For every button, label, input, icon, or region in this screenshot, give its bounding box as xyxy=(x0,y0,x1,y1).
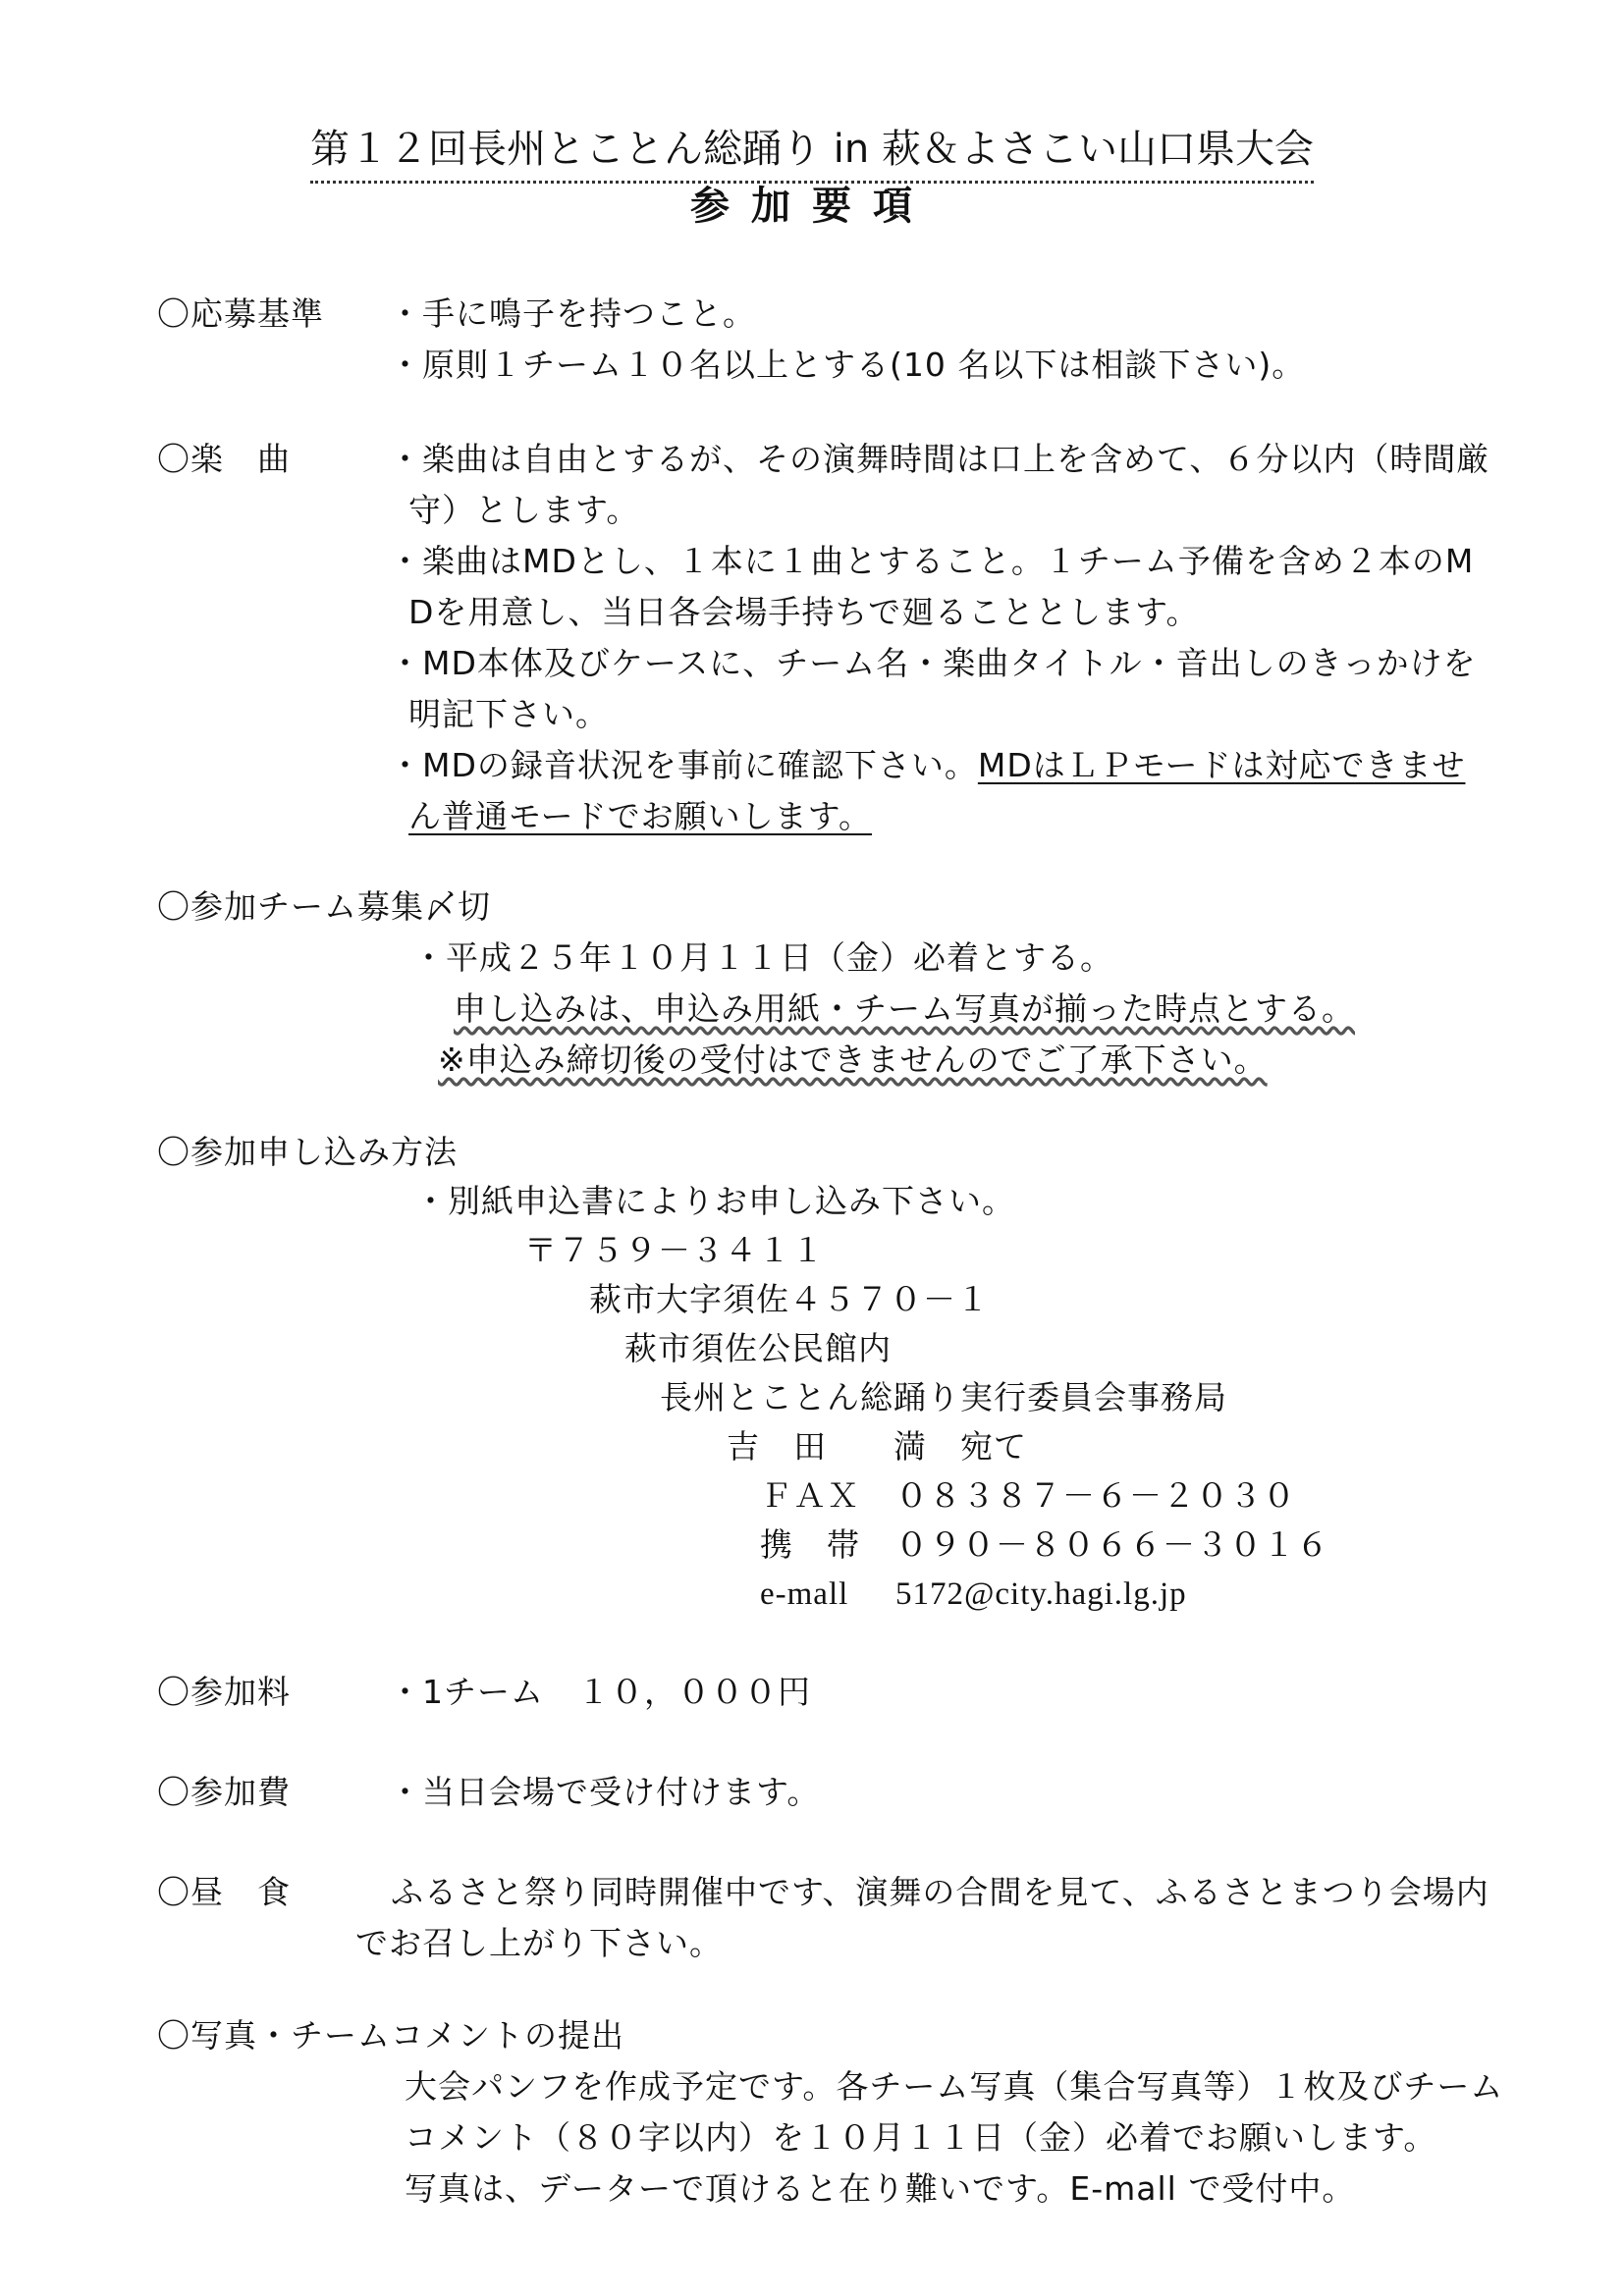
criteria-item: ・原則１チーム１０名以上とする(10 名以下は相談下さい)。 xyxy=(389,346,1306,384)
lp-mode-notice: MDはＬＰモードは対応できませ xyxy=(977,746,1466,784)
recipient-name: 吉 田 満 宛て xyxy=(727,1427,1027,1466)
music-line-text: ・MDの録音状況を事前に確認下さい。 xyxy=(389,746,978,784)
address-line: 萩市大字須佐４５７０－１ xyxy=(589,1280,990,1318)
section-label-criteria: 〇応募基準 xyxy=(157,294,324,333)
payment-text: ・当日会場で受け付けます。 xyxy=(389,1773,821,1811)
mobile-number: ０９０－８０６６－３０１６ xyxy=(895,1525,1329,1564)
deadline-note: 申し込みは、申込み用紙・チーム写真が揃った時点とする。 xyxy=(454,989,1355,1028)
deadline-note: ※申込み締切後の受付はできませんのでご了承下さい。 xyxy=(438,1041,1268,1079)
section-label-lunch: 〇昼 食 xyxy=(157,1873,291,1911)
document-subtitle: 参加要項 xyxy=(690,184,934,229)
photo-line: 写真は、データーで頂けると在り難いです。E-mall で受付中。 xyxy=(405,2169,1356,2208)
music-line: ・MD本体及びケースに、チーム名・楽曲タイトル・音出しのきっかけを xyxy=(389,644,1477,682)
photo-line: コメント（８０字以内）を１０月１１日（金）必着でお願いします。 xyxy=(405,2118,1437,2157)
music-line: Dを用意し、当日各会場手持ちで廻ることとします。 xyxy=(408,593,1200,631)
address-line: 萩市須佐公民館内 xyxy=(624,1329,892,1367)
lunch-line: でお召し上がり下さい。 xyxy=(355,1924,723,1962)
mobile-label: 携 帯 xyxy=(760,1525,860,1564)
lunch-line: ふるさと祭り同時開催中です、演舞の合間を見て、ふるさとまつり会場内 xyxy=(391,1873,1489,1911)
fee-amount: ・1チーム １０，０００円 xyxy=(389,1673,811,1711)
section-label-payment: 〇参加費 xyxy=(157,1773,291,1811)
section-label-music: 〇楽 曲 xyxy=(157,440,291,478)
section-label-fee: 〇参加料 xyxy=(157,1673,291,1711)
fax-number: ０８３８７－６－２０３０ xyxy=(895,1476,1296,1515)
music-line xyxy=(389,740,1465,791)
email-address: 5172@city.hagi.lg.jp xyxy=(895,1576,1187,1612)
photo-line: 大会パンフを作成予定です。各チーム写真（集合写真等）１枚及びチーム xyxy=(405,2067,1504,2106)
criteria-item: ・手に鳴子を持つこと。 xyxy=(389,294,756,333)
document-title: 第１２回長州とことん総踊り in 萩＆よさこい山口県大会 xyxy=(0,120,1624,184)
deadline-line: ・平成２５年１０月１１日（金）必着とする。 xyxy=(412,938,1113,977)
office-name: 長州とことん総踊り実行委員会事務局 xyxy=(660,1378,1227,1416)
application-line: ・別紙申込書によりお申し込み下さい。 xyxy=(414,1182,1015,1220)
music-line: 守）とします。 xyxy=(408,491,640,529)
music-line: ・楽曲は自由とするが、その演舞時間は口上を含めて、６分以内（時間厳 xyxy=(389,440,1490,478)
music-line: ・楽曲はMDとし、１本に１曲とすること。１チーム予備を含め２本のM xyxy=(389,542,1475,580)
fax-label: ＦＡＸ xyxy=(760,1476,860,1515)
lp-mode-notice: ん普通モードでお願いします。 xyxy=(408,797,873,835)
section-label-deadline: 〇参加チーム募集〆切 xyxy=(157,887,491,926)
postal-code: 〒７５９－３４１１ xyxy=(524,1231,825,1269)
email-label: e-mall xyxy=(760,1576,849,1612)
music-line: 明記下さい。 xyxy=(408,695,609,733)
section-label-photo: 〇写真・チームコメントの提出 xyxy=(157,2016,624,2055)
section-label-application: 〇参加申し込み方法 xyxy=(157,1133,458,1171)
